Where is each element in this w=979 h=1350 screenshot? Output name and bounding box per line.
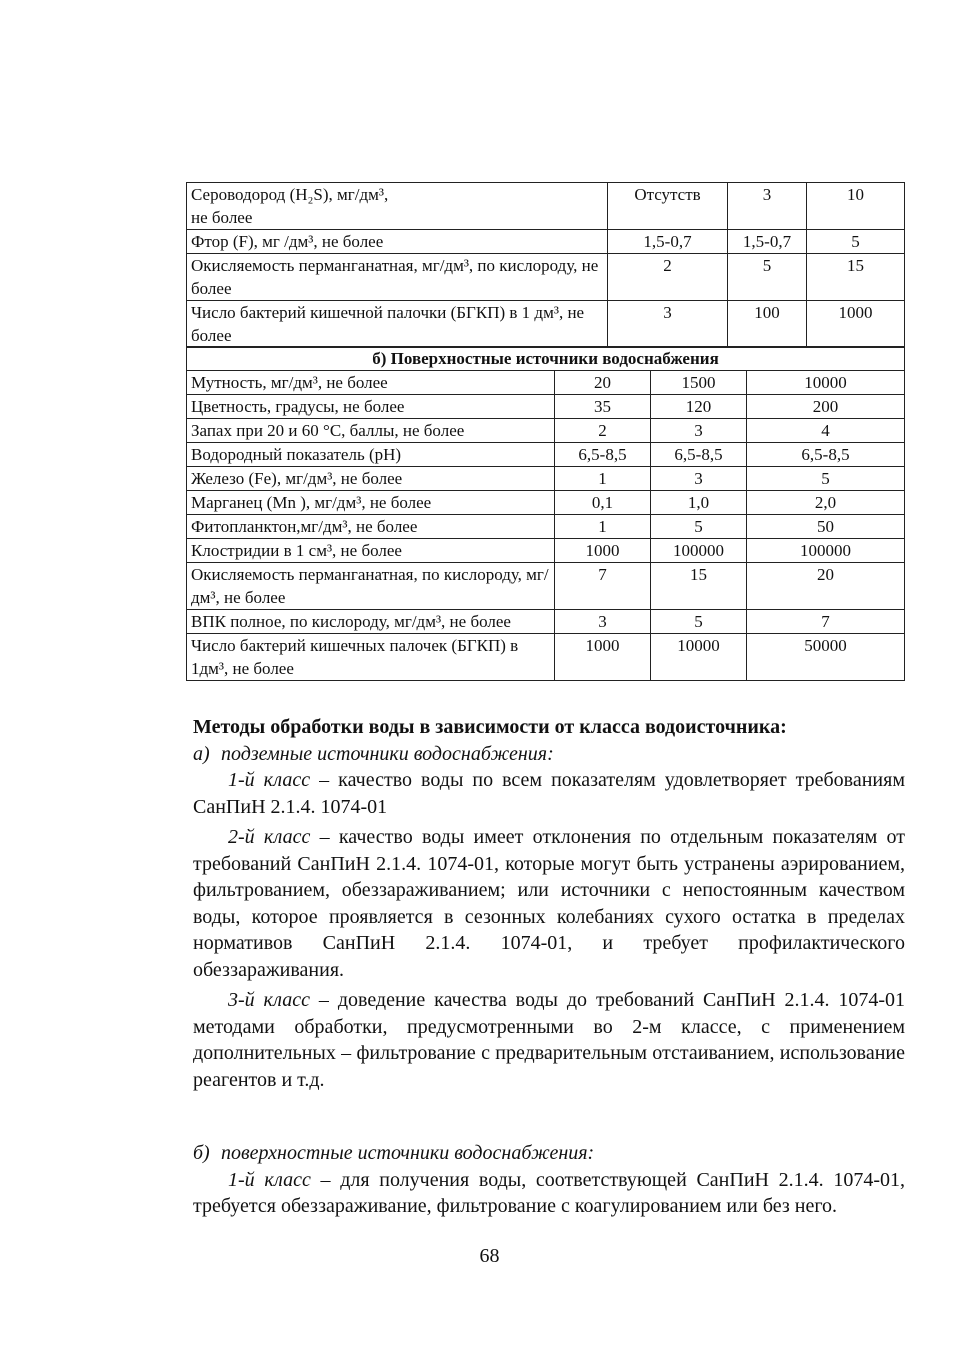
- class-label: 1-й класс: [228, 1168, 311, 1191]
- indicator-cell: Водородный показатель (рН): [187, 443, 555, 467]
- table-row: [187, 230, 905, 254]
- value-cell: 5: [807, 230, 905, 254]
- table-row: [187, 467, 905, 491]
- value-cell: 20: [747, 563, 905, 610]
- table-row: [187, 371, 905, 395]
- value-cell: 20: [555, 371, 651, 395]
- value-cell: 1000: [555, 634, 651, 681]
- table-row: [187, 515, 905, 539]
- value-cell: 3: [608, 301, 728, 348]
- table-row: [187, 634, 905, 681]
- value-cell: 5: [651, 610, 747, 634]
- table-row: [187, 419, 905, 443]
- value-cell: 1000: [555, 539, 651, 563]
- table-row: [187, 254, 905, 301]
- groundwater-table-continuation: [186, 182, 905, 348]
- table-row: [187, 183, 905, 230]
- table-row: [187, 610, 905, 634]
- indicator-cell: ВПК полное, по кислороду, мг/дм³, не более: [187, 610, 555, 634]
- treatment-methods-section: [193, 714, 905, 1093]
- section-title: б) Поверхностные источники водоснабжения: [187, 347, 905, 371]
- table-row: [187, 395, 905, 419]
- value-cell: 6,5-8,5: [651, 443, 747, 467]
- list-letter: а): [193, 742, 210, 765]
- value-cell: 1500: [651, 371, 747, 395]
- value-cell: 3: [555, 610, 651, 634]
- paragraph-text: – для получения воды, соответствующей СанПиН 2.1.4. 1074-01, требуется обеззараживание, фильтрование с коагулированием или без него.: [193, 1168, 905, 1217]
- paragraph-class-1: [193, 767, 905, 820]
- paragraph-text: – доведение качества воды до требований СанПиН 2.1.4. 1074-01 методами обработки, предусмотренными во 2-м классе, с применением дополнительных – фильтрование с предварительным отстаиванием, использование реагентов и т.д.: [193, 989, 905, 1091]
- class-label: 2-й класс: [228, 826, 311, 848]
- value-cell: 1,0: [651, 491, 747, 515]
- section-header-row: [187, 347, 905, 371]
- indicator-cell: Сероводород (H₂S), мг/дм³, не более: [187, 183, 608, 230]
- value-cell: 10000: [651, 634, 747, 681]
- value-cell: 3: [651, 467, 747, 491]
- class-label: 1-й класс: [228, 769, 311, 791]
- indicator-cell: Запах при 20 и 60 °С, баллы, не более: [187, 419, 555, 443]
- value-cell: 7: [555, 563, 651, 610]
- list-letter: б): [193, 1142, 210, 1164]
- value-cell: 15: [807, 254, 905, 301]
- subheading-text: подземные источники водоснабжения:: [221, 742, 554, 765]
- surface-sources-table: [186, 346, 905, 681]
- value-cell: 1: [555, 515, 651, 539]
- value-cell: 35: [555, 395, 651, 419]
- value-cell: 5: [747, 467, 905, 491]
- value-cell: Отсутств: [608, 183, 728, 230]
- value-cell: 50: [747, 515, 905, 539]
- value-cell: 120: [651, 395, 747, 419]
- value-cell: 3: [728, 183, 807, 230]
- indicator-cell: Цветность, градусы, не более: [187, 395, 555, 419]
- value-cell: 5: [728, 254, 807, 301]
- value-cell: 6,5-8,5: [747, 443, 905, 467]
- value-cell: 4: [747, 419, 905, 443]
- table-row: [187, 443, 905, 467]
- table-row: [187, 563, 905, 610]
- indicator-cell: Фитопланктон,мг/дм³, не более: [187, 515, 555, 539]
- paragraph-text: – качество воды по всем показателям удовлетворяет требованиям СанПиН 2.1.4. 1074-01: [193, 769, 905, 818]
- indicator-cell: Марганец (Mn ), мг/дм³, не более: [187, 491, 555, 515]
- page-number: 68: [479, 1245, 500, 1267]
- value-cell: 50000: [747, 634, 905, 681]
- indicator-cell: Число бактерий кишечных палочек (БГКП) в 1дм³, не более: [187, 634, 555, 681]
- subheading-surface: [193, 1140, 905, 1167]
- value-cell: 2: [608, 254, 728, 301]
- value-cell: 3: [651, 419, 747, 443]
- paragraph-text: – качество воды имеет отклонения по отдельным показателям от требований СанПиН 2.1.4. 1074-01, которые могут быть устранены аэрированием, фильтрованием, обеззараживанием; или источники с непостоянным качеством воды, которое проявляется в сезонных колебаниях сухого остатка в пределах нормативов СанПиН 2.1.4. 1074-01, и требует профилактического обеззараживания.: [193, 826, 905, 981]
- indicator-cell: Мутность, мг/дм³, не более: [187, 371, 555, 395]
- paragraph-class-2: [193, 824, 905, 983]
- value-cell: 10000: [747, 371, 905, 395]
- section-heading: Методы обработки воды в зависимости от класса водоисточника:: [193, 716, 787, 738]
- value-cell: 1: [555, 467, 651, 491]
- paragraph-surface-class-1: [193, 1167, 905, 1220]
- table-row: [187, 301, 905, 348]
- indicator-cell: Клостридии в 1 см³, не более: [187, 539, 555, 563]
- value-cell: 2,0: [747, 491, 905, 515]
- indicator-cell: Окисляемость перманганатная, по кислороду, мг/дм³, не более: [187, 563, 555, 610]
- value-cell: 1000: [807, 301, 905, 348]
- value-cell: 7: [747, 610, 905, 634]
- indicator-cell: Железо (Fe), мг/дм³, не более: [187, 467, 555, 491]
- value-cell: 100: [728, 301, 807, 348]
- table-row: [187, 491, 905, 515]
- table-row: [187, 539, 905, 563]
- subheading-groundwater: [193, 741, 905, 768]
- value-cell: 1,5-0,7: [608, 230, 728, 254]
- indicator-cell: Фтор (F), мг /дм³, не более: [187, 230, 608, 254]
- subheading-text: поверхностные источники водоснабжения:: [221, 1142, 595, 1164]
- value-cell: 5: [651, 515, 747, 539]
- class-label: 3-й класс: [228, 989, 311, 1011]
- surface-methods-section: [193, 1140, 905, 1220]
- value-cell: 1,5-0,7: [728, 230, 807, 254]
- indicator-cell: Окисляемость перманганатная, мг/дм³, по кислороду, не более: [187, 254, 608, 301]
- value-cell: 15: [651, 563, 747, 610]
- value-cell: 10: [807, 183, 905, 230]
- indicator-cell: Число бактерий кишечной палочки (БГКП) в 1 дм³, не более: [187, 301, 608, 348]
- value-cell: 200: [747, 395, 905, 419]
- value-cell: 100000: [651, 539, 747, 563]
- value-cell: 6,5-8,5: [555, 443, 651, 467]
- paragraph-class-3: [193, 987, 905, 1093]
- value-cell: 0,1: [555, 491, 651, 515]
- value-cell: 2: [555, 419, 651, 443]
- value-cell: 100000: [747, 539, 905, 563]
